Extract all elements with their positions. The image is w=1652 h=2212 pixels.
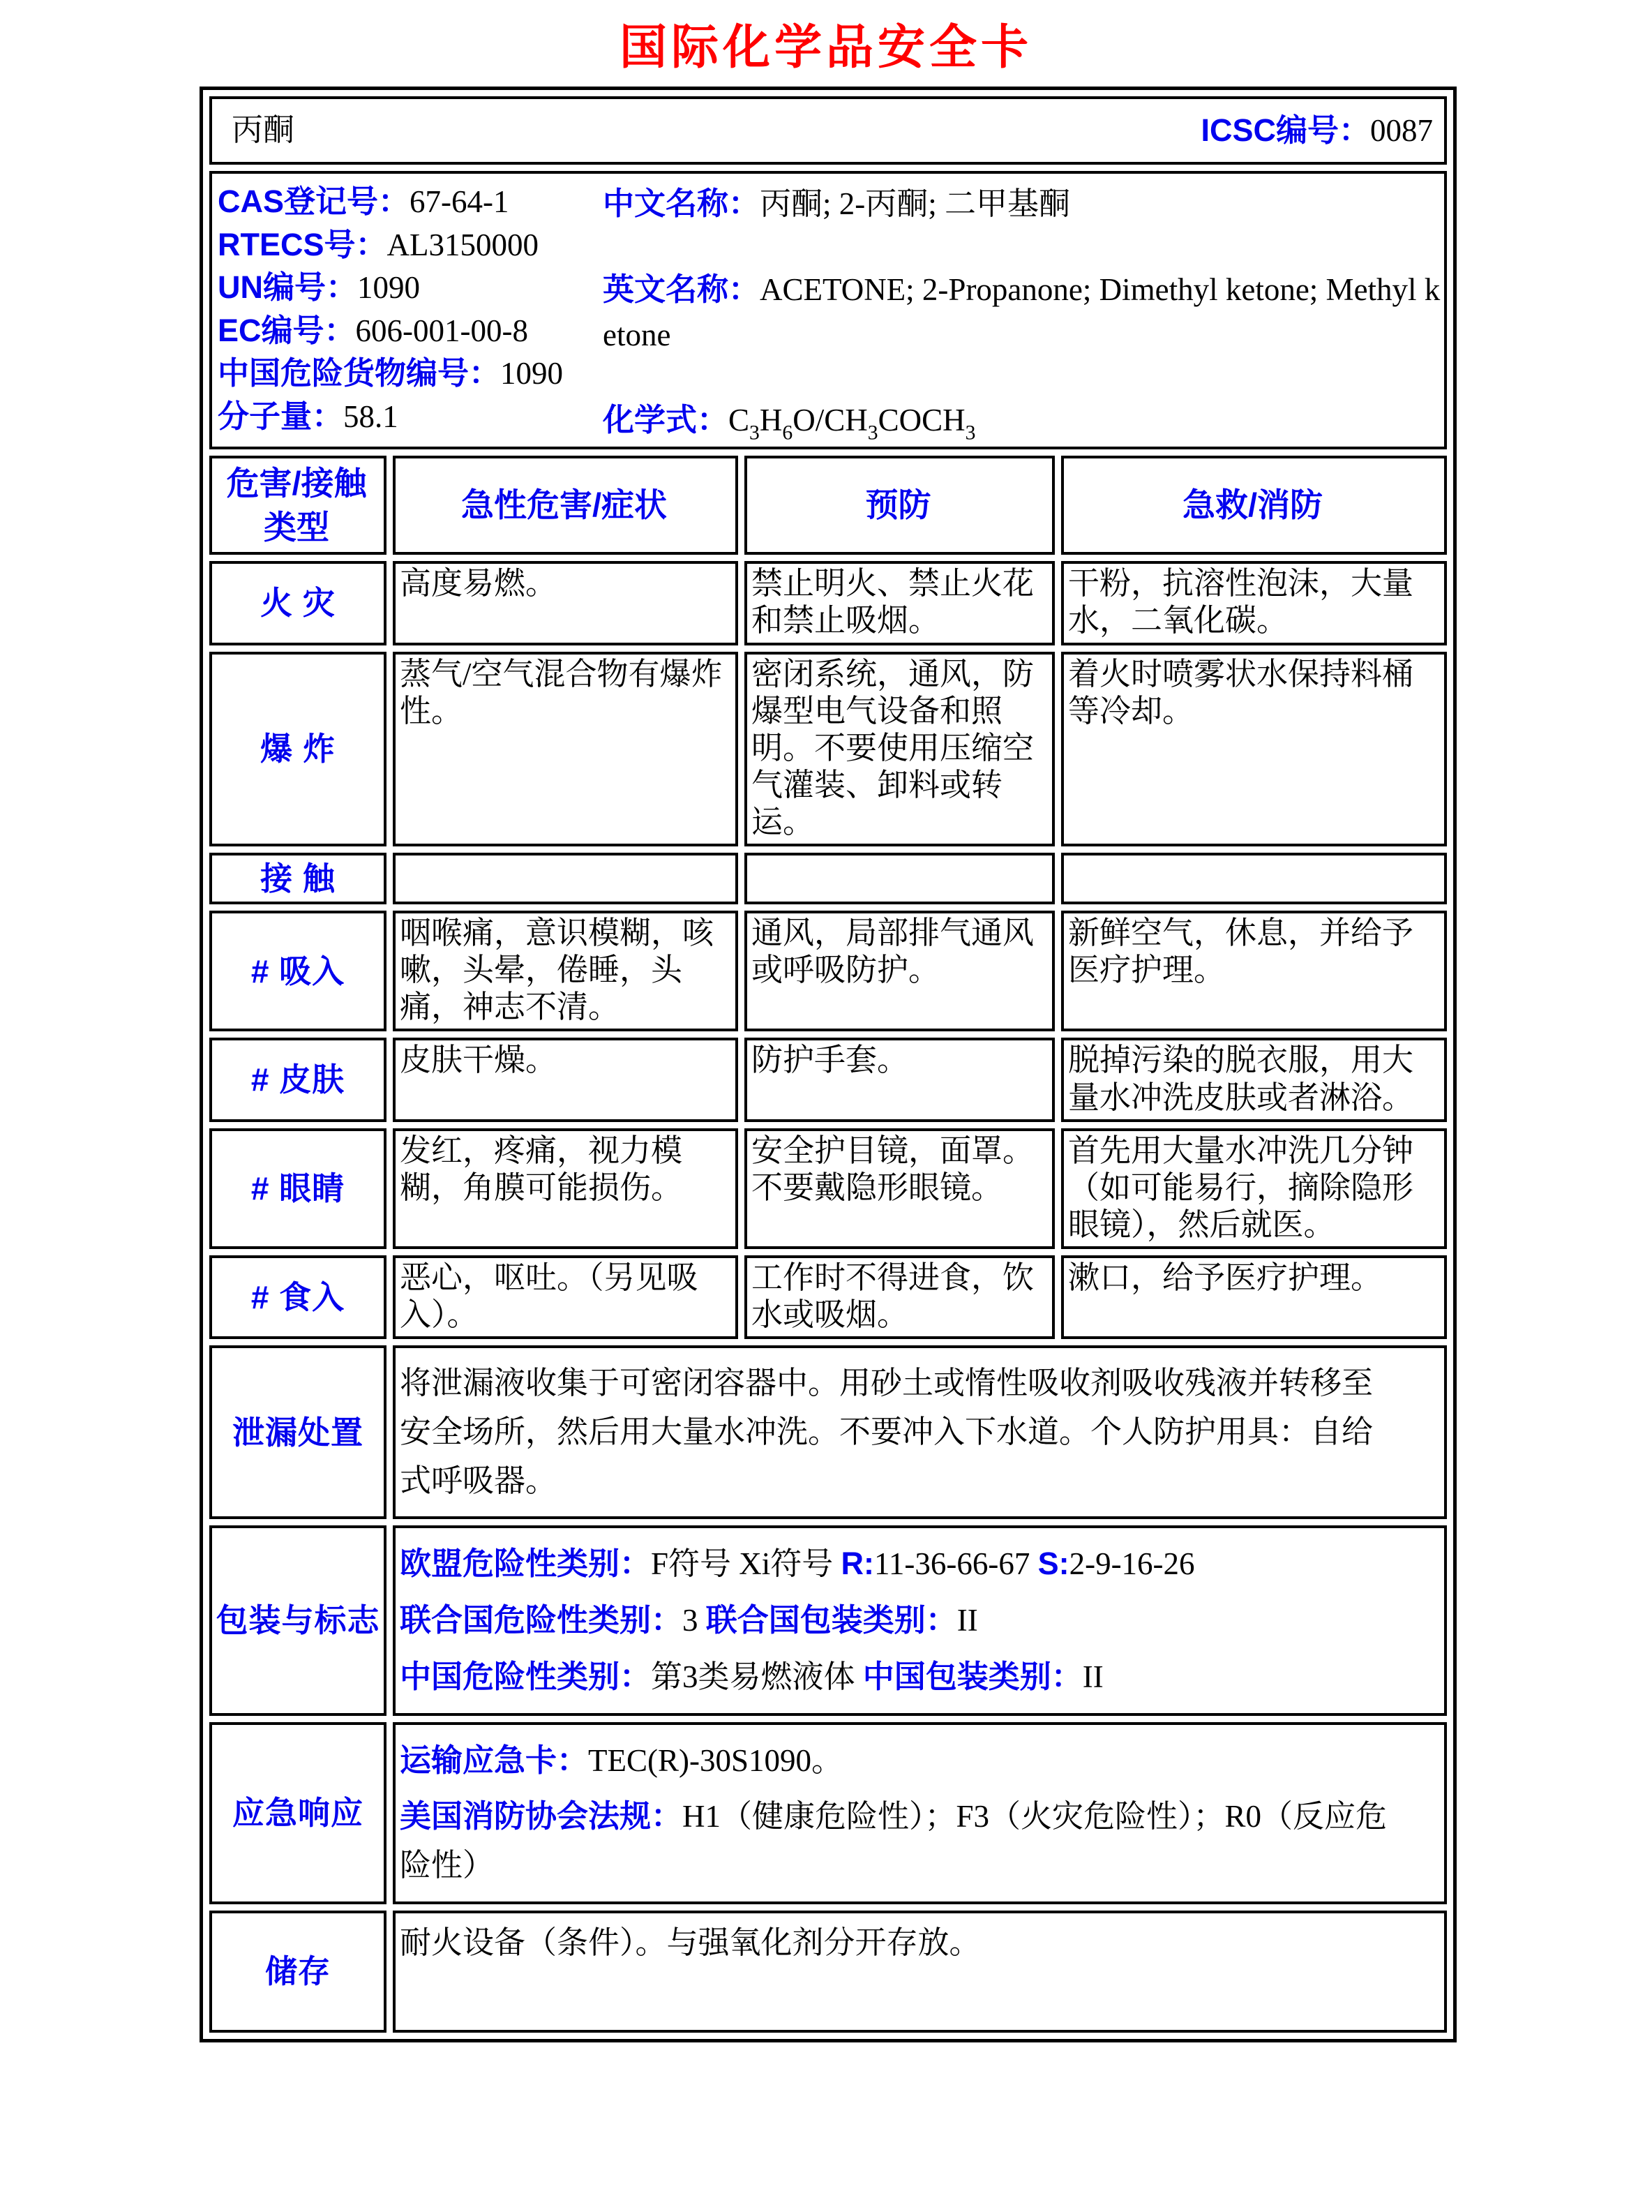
row-label-fire: 火 灾 bbox=[209, 561, 386, 645]
page-title: 国际化学品安全卡 bbox=[619, 21, 1032, 74]
identifiers-layout bbox=[215, 177, 1441, 447]
identifiers-cell bbox=[209, 171, 1447, 449]
contact-prevention bbox=[744, 853, 1055, 904]
field-label: 中国危险性类别： bbox=[400, 1658, 652, 1694]
mw-value: 58.1 bbox=[343, 398, 398, 434]
field-value: F符号 Xi符号 bbox=[651, 1546, 841, 1582]
contact-response bbox=[1061, 853, 1447, 904]
china-dg-label: 中国危险货物编号： bbox=[218, 355, 501, 391]
rtecs-number bbox=[218, 224, 603, 267]
row-label-contact: 接 触 bbox=[209, 853, 386, 904]
name-cell bbox=[209, 96, 1447, 165]
header-response: 急救/消防 bbox=[1061, 456, 1447, 555]
inhalation-response: 新鲜空气，休息，并给予医疗护理。 bbox=[1061, 911, 1447, 1031]
header-hazard-type-line1: 危害/接触 bbox=[226, 464, 367, 502]
row-label-eyes: # 眼睛 bbox=[209, 1128, 386, 1249]
contact-symptom bbox=[393, 853, 738, 904]
hazard-header-row bbox=[209, 456, 1447, 555]
field-label: 欧盟危险性类别： bbox=[400, 1546, 652, 1582]
un-hazard-class-line bbox=[400, 1596, 1395, 1645]
section-row-spill bbox=[209, 1345, 1447, 1519]
icsc-label: ICSC编号： bbox=[1201, 112, 1371, 148]
hazard-row-inhalation bbox=[209, 911, 1447, 1031]
field-value: H1（健康危险性）；F3（火灾危险性）；R0（反应危险性） bbox=[400, 1799, 1388, 1883]
nfpa-code-line bbox=[400, 1792, 1395, 1890]
hazard-row-ingestion bbox=[209, 1255, 1447, 1339]
field-label: S: bbox=[1037, 1546, 1069, 1582]
field-value: 第3类易燃液体 bbox=[651, 1659, 863, 1694]
chemical-name: 丙酮 bbox=[232, 112, 295, 148]
formula-subscript: 3 bbox=[867, 421, 878, 444]
transport-emergency-card-line bbox=[400, 1736, 1395, 1786]
row-label-ingestion: # 食入 bbox=[209, 1255, 386, 1339]
field-value: II bbox=[956, 1603, 978, 1638]
formula-segment: H bbox=[759, 403, 783, 438]
packaging-content bbox=[393, 1525, 1447, 1715]
ec-label: EC编号： bbox=[218, 312, 356, 348]
field-label: 美国消防协会法规： bbox=[400, 1798, 683, 1834]
skin-prevention: 防护手套。 bbox=[744, 1038, 1055, 1121]
header-hazard-type bbox=[209, 456, 386, 555]
name-flex bbox=[216, 102, 1437, 159]
eyes-response: 首先用大量水冲洗几分钟（如可能易行，摘除隐形眼镜），然后就医。 bbox=[1061, 1128, 1447, 1249]
hazard-row-skin bbox=[209, 1038, 1447, 1121]
molecular-weight bbox=[218, 396, 603, 438]
en-name-value: ACETONE; 2-Propanone; Dimethyl ketone; Methyl ketone bbox=[603, 271, 1441, 352]
section-row-packaging bbox=[209, 1525, 1447, 1715]
storage-text bbox=[400, 1919, 1395, 1968]
identifiers-right bbox=[603, 178, 1441, 445]
ec-value: 606-001-00-8 bbox=[355, 313, 528, 348]
header-hazard-type-line2: 类型 bbox=[264, 508, 329, 546]
storage-content bbox=[393, 1911, 1447, 2033]
hazard-row-fire bbox=[209, 561, 1447, 645]
skin-symptom: 皮肤干燥。 bbox=[393, 1038, 738, 1121]
formula-label: 化学式： bbox=[603, 402, 729, 438]
icsc-number bbox=[1201, 112, 1434, 149]
cn-name-label: 中文名称： bbox=[603, 186, 760, 221]
name-row bbox=[209, 96, 1447, 165]
section-row-storage bbox=[209, 1911, 1447, 2033]
field-label: R: bbox=[841, 1546, 875, 1582]
safety-card-table bbox=[200, 87, 1457, 2042]
mw-label: 分子量： bbox=[218, 398, 344, 434]
field-value: II bbox=[1082, 1659, 1104, 1694]
field-value: 2-9-16-26 bbox=[1069, 1546, 1195, 1582]
spill-text bbox=[400, 1359, 1395, 1505]
inhalation-prevention: 通风，局部排气通风或呼吸防护。 bbox=[744, 911, 1055, 1031]
chemical-formula bbox=[603, 397, 1441, 443]
formula-value bbox=[728, 403, 976, 444]
china-dg-number bbox=[218, 352, 603, 395]
fire-prevention: 禁止明火、禁止火花和禁止吸烟。 bbox=[744, 561, 1055, 645]
rtecs-value: AL3150000 bbox=[386, 227, 539, 262]
hazard-row-eyes bbox=[209, 1128, 1447, 1249]
eyes-prevention: 安全护目镜，面罩。不要戴隐形眼镜。 bbox=[744, 1128, 1055, 1249]
formula-segment: COCH bbox=[878, 403, 966, 438]
formula-segment: O/CH bbox=[793, 403, 868, 438]
eyes-symptom: 发红，疼痛，视力模糊，角膜可能损伤。 bbox=[393, 1128, 738, 1249]
eu-hazard-class-line bbox=[400, 1539, 1395, 1589]
field-value: TEC(R)-30S1090。 bbox=[588, 1742, 843, 1778]
explosion-response: 着火时喷雾状水保持料桶等冷却。 bbox=[1061, 652, 1447, 846]
cn-name-value: 丙酮; 2-丙酮; 二甲基酮 bbox=[760, 186, 1071, 221]
row-label-storage: 储存 bbox=[209, 1911, 386, 2033]
field-value: 耐火设备（条件）。与强氧化剂分开存放。 bbox=[400, 1925, 981, 1960]
header-symptoms: 急性危害/症状 bbox=[393, 456, 738, 555]
field-value: 3 bbox=[682, 1603, 706, 1638]
field-label: 联合国危险性类别： bbox=[400, 1602, 683, 1638]
formula-subscript: 6 bbox=[782, 421, 793, 444]
row-label-emergency: 应急响应 bbox=[209, 1722, 386, 1904]
section-row-emergency bbox=[209, 1722, 1447, 1904]
emergency-content bbox=[393, 1722, 1447, 1904]
hazard-row-contact bbox=[209, 853, 1447, 904]
rtecs-label: RTECS号： bbox=[218, 226, 387, 262]
ec-number bbox=[218, 310, 603, 352]
china-hazard-class-line bbox=[400, 1652, 1395, 1702]
identifiers-row bbox=[209, 171, 1447, 449]
chinese-name bbox=[603, 181, 1441, 227]
en-name-label: 英文名称： bbox=[603, 271, 760, 307]
un-number bbox=[218, 267, 603, 309]
formula-segment: C bbox=[728, 403, 750, 438]
china-dg-value: 1090 bbox=[500, 356, 564, 391]
row-label-inhalation: # 吸入 bbox=[209, 911, 386, 1031]
cas-value: 67-64-1 bbox=[410, 184, 509, 219]
field-label: 联合国包装类别： bbox=[705, 1602, 957, 1638]
skin-response: 脱掉污染的脱衣服，用大量水冲洗皮肤或者淋浴。 bbox=[1061, 1038, 1447, 1121]
spill-content bbox=[393, 1345, 1447, 1519]
ingestion-response: 漱口，给予医疗护理。 bbox=[1061, 1255, 1447, 1339]
icsc-value: 0087 bbox=[1370, 112, 1434, 148]
row-label-skin: # 皮肤 bbox=[209, 1038, 386, 1121]
english-name bbox=[603, 267, 1441, 359]
cas-number bbox=[218, 181, 603, 223]
formula-subscript: 3 bbox=[965, 421, 976, 444]
row-label-explosion: 爆 炸 bbox=[209, 652, 386, 846]
inhalation-symptom: 咽喉痛，意识模糊，咳嗽，头晕，倦睡，头痛，神志不清。 bbox=[393, 911, 738, 1031]
field-label: 运输应急卡： bbox=[400, 1742, 589, 1778]
formula-subscript: 3 bbox=[749, 421, 760, 444]
un-value: 1090 bbox=[357, 270, 420, 306]
un-label: UN编号： bbox=[218, 269, 357, 306]
cas-label: CAS登记号： bbox=[218, 184, 410, 219]
field-value: 11-36-66-67 bbox=[874, 1546, 1038, 1582]
field-label: 中国包装类别： bbox=[862, 1658, 1083, 1694]
header-prevention: 预防 bbox=[744, 456, 1055, 555]
row-label-spill: 泄漏处置 bbox=[209, 1345, 386, 1519]
fire-response: 干粉，抗溶性泡沫，大量水，二氧化碳。 bbox=[1061, 561, 1447, 645]
identifiers-left bbox=[218, 178, 603, 445]
explosion-prevention: 密闭系统，通风，防爆型电气设备和照明。不要使用压缩空气灌装、卸料或转运。 bbox=[744, 652, 1055, 846]
hazard-row-explosion bbox=[209, 652, 1447, 846]
ingestion-symptom: 恶心，呕吐。（另见吸入）。 bbox=[393, 1255, 738, 1339]
ingestion-prevention: 工作时不得进食，饮水或吸烟。 bbox=[744, 1255, 1055, 1339]
row-label-packaging: 包装与标志 bbox=[209, 1525, 386, 1715]
field-value: 将泄漏液收集于可密闭容器中。用砂土或惰性吸收剂吸收残液并转移至安全场所，然后用大量水冲洗。不要冲入下水道。个人防护用具：自给式呼吸器。 bbox=[400, 1366, 1374, 1498]
explosion-symptom: 蒸气/空气混合物有爆炸性。 bbox=[393, 652, 738, 846]
fire-symptom: 高度易燃。 bbox=[393, 561, 738, 645]
